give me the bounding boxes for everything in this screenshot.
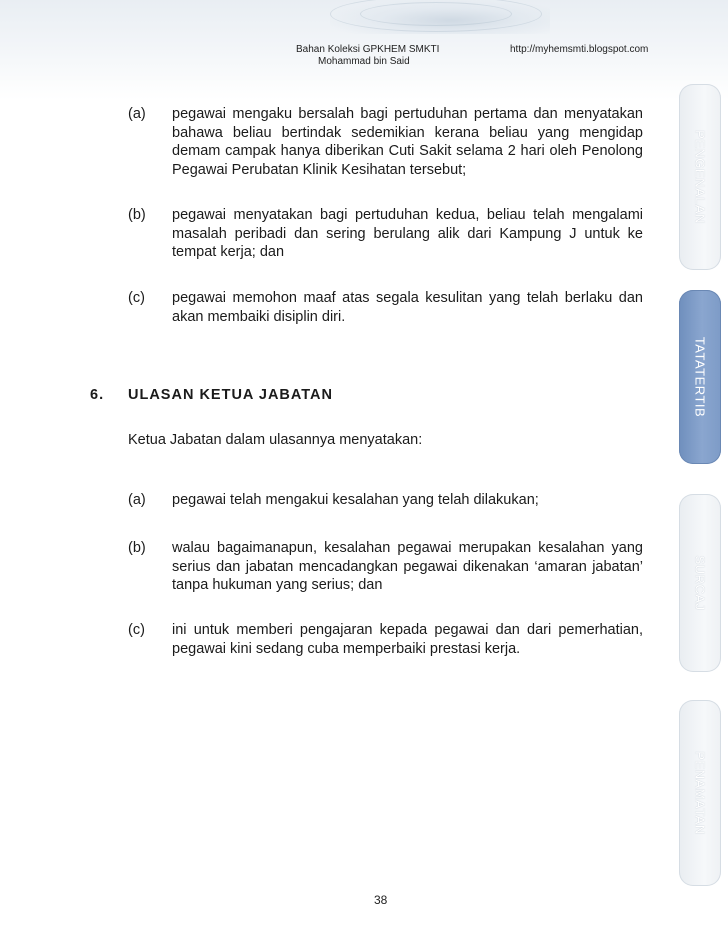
list-marker: (a) xyxy=(128,492,146,508)
header-collection: Bahan Koleksi GPKHEM SMKTI xyxy=(296,44,440,55)
tab-tatatertib-label: TATATERTIB xyxy=(692,336,708,418)
list-item: pegawai menyatakan bagi pertuduhan kedua, beliau telah mengalami masalah peribadi dan sering berulang alik dari Kampung J untuk ke tempat kerja; dan xyxy=(172,207,643,261)
section-intro: Ketua Jabatan dalam ulasannya menyatakan: xyxy=(128,432,423,448)
section-title: ULASAN KETUA JABATAN xyxy=(128,387,334,403)
tab-penamatan[interactable] xyxy=(679,700,721,886)
tab-penamatan-label: PENAMATAN xyxy=(692,751,708,835)
tab-tatatertib[interactable] xyxy=(679,290,721,464)
list-marker: (a) xyxy=(128,106,146,122)
tab-pengenalan-label: PENGENALAN xyxy=(692,130,708,224)
list-item: ini untuk memberi pengajaran kepada pegawai dan dari pemerhatian, pegawai kini sedang cuba memperbaiki prestasi kerja. xyxy=(172,622,643,657)
header-author: Mohammad bin Said xyxy=(318,56,410,67)
page-number: 38 xyxy=(374,893,388,907)
list-marker: (b) xyxy=(128,540,146,556)
tab-surcaj[interactable] xyxy=(679,494,721,672)
list-item: pegawai memohon maaf atas segala kesulitan yang telah berlaku dan akan membaiki disiplin diri. xyxy=(172,290,643,325)
tab-surcaj-label: SURCAJ xyxy=(692,555,708,611)
tab-pengenalan[interactable] xyxy=(679,84,721,270)
list-marker: (c) xyxy=(128,622,145,638)
list-item: pegawai telah mengakui kesalahan yang telah dilakukan; xyxy=(172,492,539,508)
list-item: walau bagaimanapun, kesalahan pegawai merupakan kesalahan yang serius dan jabatan mencadangkan pegawai dikenakan ‘amaran jabatan’ tanpa hukuman yang serius; dan xyxy=(172,540,643,594)
header-url[interactable]: http://myhemsmti.blogspot.com xyxy=(510,44,649,55)
section-number: 6. xyxy=(90,387,105,403)
list-marker: (b) xyxy=(128,207,146,223)
list-item: pegawai mengaku bersalah bagi pertuduhan pertama dan menyatakan bahawa beliau bertindak sedemikian kerana beliau yang mengidap demam campak hanya diberikan Cuti Sakit selama 2 hari oleh Penolong Pegawai Perubatan Klinik Kesihatan tersebut; xyxy=(172,106,643,178)
list-marker: (c) xyxy=(128,290,145,306)
